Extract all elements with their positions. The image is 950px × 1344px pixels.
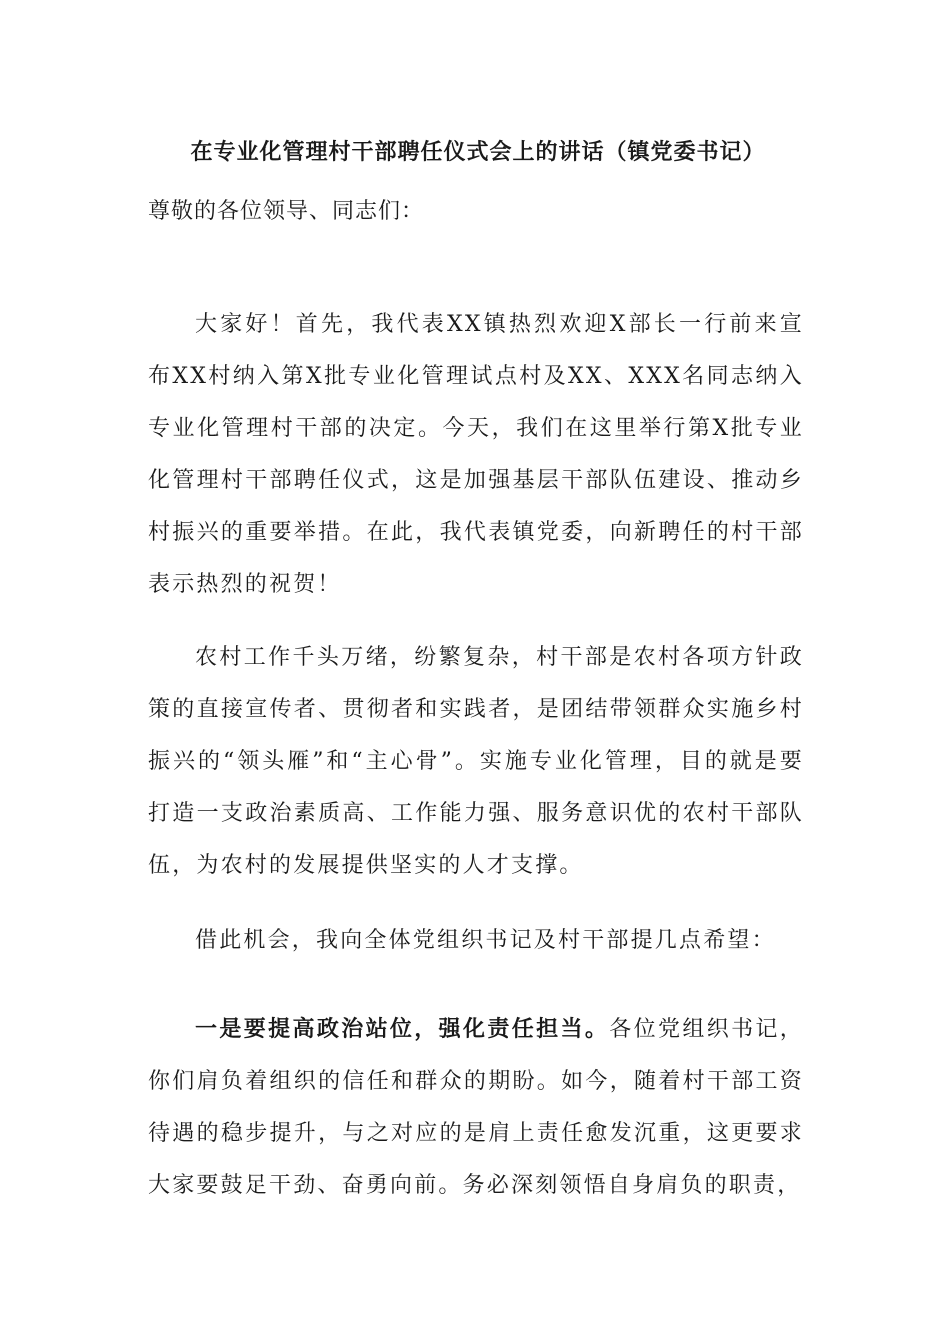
paragraph-rural-work [148, 632, 804, 892]
paragraph-point-one [148, 1003, 804, 1212]
document-title: 在专业化管理村干部聘任仪式会上的讲话（镇党委书记） [190, 139, 766, 165]
paragraph-text: 各位党组织书记，你们肩负着组织的信任和群众的期盼。如今，随着村干部工资待遇的稳步提升，与之对应的是肩上责任愈发沉重，这更要求大家要鼓足干劲、奋勇向前。务必深刻领悟自身肩负的职责， [148, 1017, 804, 1198]
paragraph-lead: 一是要提高政治站位，强化责任担当。 [195, 1016, 610, 1042]
paragraph-welcome [148, 299, 804, 611]
paragraph-text: 农村工作千头万绪，纷繁复杂，村干部是农村各项方针政策的直接宣传者、贯彻者和实践者，是团结带领群众实施乡村振兴的“领头雁”和“主心骨”。实施专业化管理，目的就是要打造一支政治素质高、工作能力强、服务意识优的农村干部队伍，为农村的发展提供坚实的人才支撑。 [148, 645, 804, 878]
paragraph-text: 大家好！首先，我代表XX镇热烈欢迎X部长一行前来宣布XX村纳入第X批专业化管理试点村及XX、XXX名同志纳入专业化管理村干部的决定。今天，我们在这里举行第X批专业化管理村干部聘任仪式，这是加强基层干部队伍建设、推动乡村振兴的重要举措。在此，我代表镇党委，向新聘任的村干部表示热烈的祝贺！ [148, 312, 804, 597]
salutation: 尊敬的各位领导、同志们： [148, 199, 425, 224]
paragraph-hopes-intro [148, 915, 804, 967]
paragraph-text: 借此机会，我向全体党组织书记及村干部提几点希望： [195, 928, 776, 953]
